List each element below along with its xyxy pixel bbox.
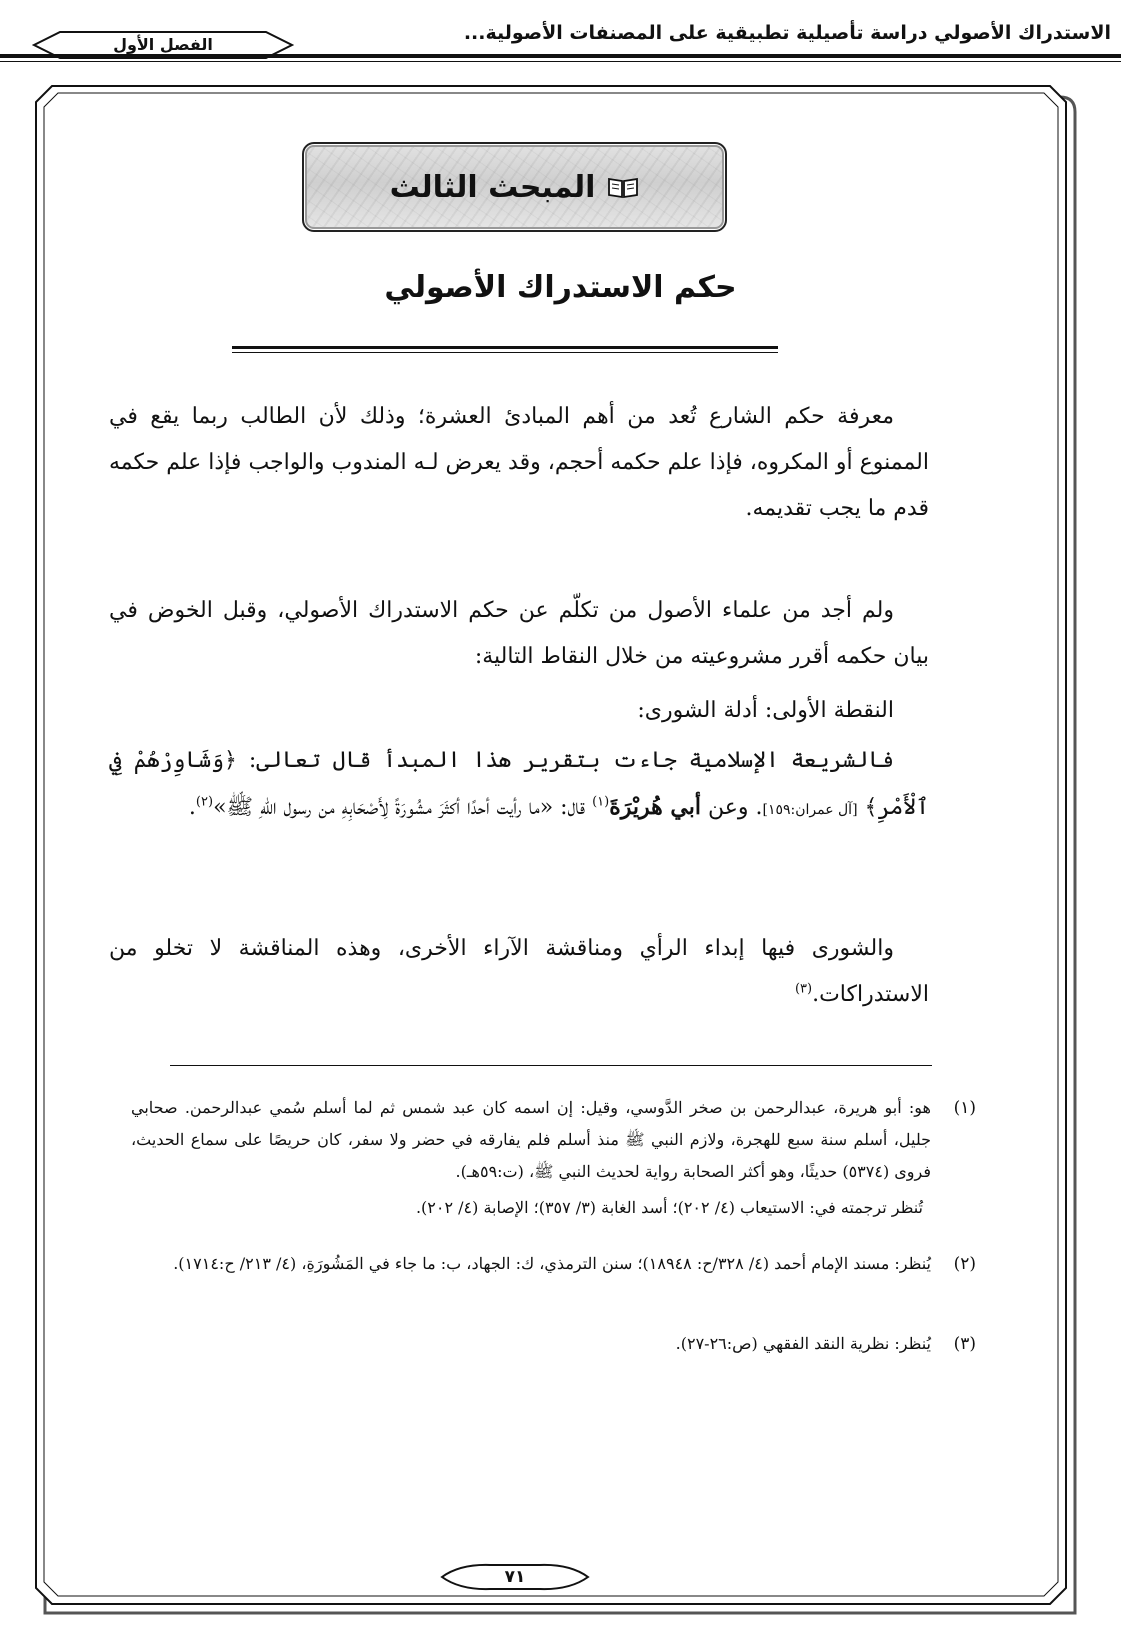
footnote-text: تُنظر ترجمته في: الاستيعاب (٤/ ٢٠٢)؛ أسد الغابة (٣/ ٣٥٧)؛ الإصابة (٤/ ٢٠٢). [415, 1198, 923, 1217]
heading-rule-bottom [232, 352, 778, 353]
footnote-number: (٢) [953, 1254, 976, 1274]
section-title-box [302, 142, 727, 232]
footnote-ref-1[interactable]: (١) [592, 794, 610, 810]
paragraph-3: النقطة الأولى: أدلة الشورى: [637, 698, 894, 723]
p5-text: والشورى فيها إبداء الرأي ومناقشة الآراء الأخرى، وهذه المناقشة لا تخلو من الاستدراكات. [109, 936, 929, 1007]
paragraph-4 [109, 738, 929, 833]
footnote-text: يُنظر: مسند الإمام أحمد (٤/ ٣٢٨/ح: ١٨٩٤٨)؛ سنن الترمذي، ك: الجهاد، ب: ما جاء في المَشُورَةِ، (٤/ ٢١٣/ ح:١٧١٤). [173, 1254, 931, 1273]
footnote-text: هو: أبو هريرة، عبدالرحمن بن صخر الدَّوسي، وقيل: إن اسمه كان عبد شمس ثم لما أسلم سُمي عبدالرحمن. صحابي جليل، أسلم سنة سبع للهجرة، ولازم النبي ﷺ منذ أسلم فلم يفارقه في حضر ولا سفر، كان حريصًا على سماع الحديث، فروى (٥٣٧٤) حديثًا، وهو أكثر الصحابة رواية لحديث النبي ﷺ، (ت:٥٩هـ). [131, 1098, 932, 1181]
footnote-separator [170, 1065, 932, 1066]
footnote-ref-3[interactable]: (٣) [794, 981, 813, 997]
page-number: ٧١ [504, 1567, 526, 1587]
p4-text-b: . وعن [700, 795, 763, 820]
chapter-label: الفصل الأول [113, 35, 213, 54]
footnote-1 [131, 1092, 976, 1224]
section-title: المبحث الثالث [389, 169, 596, 205]
heading-rule-top [232, 346, 778, 349]
paragraph-1: معرفة حكم الشارع تُعد من أهم المبادئ العشرة؛ وذلك لأن الطالب ربما يقع في الممنوع أو المكروه، فإذا علم حكمه أحجم، وقد يعرض لـه المندوب والواجب فإذا علم حكمه قدم ما يجب تقديمه. [109, 404, 929, 521]
footnote-text: يُنظر: نظرية النقد الفقهي (ص:٢٦-٢٧). [675, 1334, 931, 1353]
p4-text-c: قال: «ما رأيت أحدًا أكثَرَ مشُورَةً لِأَصْحَابِهِ من رسول اللهِ ﷺ» [213, 795, 593, 820]
footnote-3 [131, 1328, 976, 1360]
page-heading: حكم الاستدراك الأصولي [384, 270, 737, 305]
footnote-2 [131, 1248, 976, 1280]
open-book-icon [607, 175, 639, 199]
quran-verse: ﴿وَشَاوِرْهُمْ فِي ٱلْأَمْرِ﴾ [109, 748, 929, 820]
paragraph-2: ولم أجد من علماء الأصول من تكلّم عن حكم الاستدراك الأصولي، وقبل الخوض في بيان حكمه أقرر مشروعيته من خلال النقاط التالية: [109, 598, 929, 669]
footnote-number: (٣) [953, 1334, 976, 1354]
verse-reference: [آل عمران:١٥٩] [762, 802, 858, 818]
paragraph-5 [109, 926, 929, 1018]
p4-text-a: فالشريعة الإسلامية جاءت بتقرير هذا المبدأ قال تعالى: [236, 748, 894, 773]
running-title: الاستدراك الأصولي دراسة تأصيلية تطبيقية على المصنفات الأصولية... [463, 22, 1111, 44]
p4-text-d: . [188, 795, 196, 820]
footnote-ref-2[interactable]: (٢) [195, 794, 214, 810]
footnote-number: (١) [953, 1098, 976, 1118]
narrator-name: أبي هُريْرَةَ [609, 794, 701, 820]
